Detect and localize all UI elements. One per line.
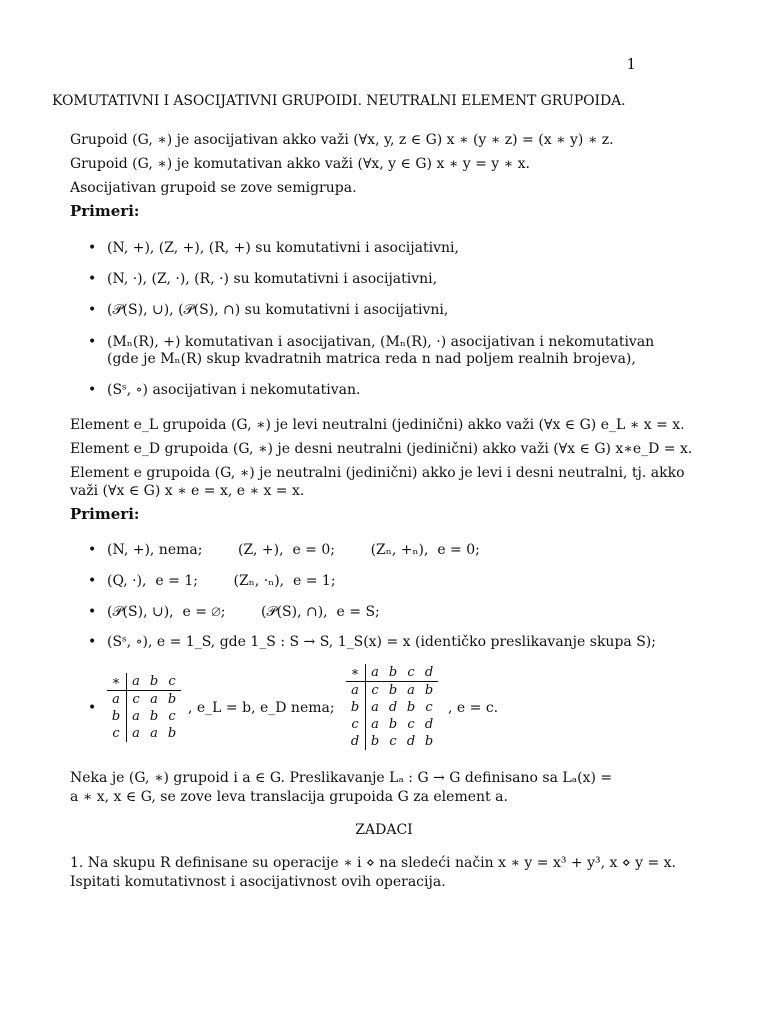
translation-definition-cont: a ∗ x, x ∈ G, se zove leva translacija grupoida G za element a.	[70, 789, 508, 805]
page-number: 1	[626, 55, 636, 73]
definition-neutral-cont: važi (∀x ∈ G) x ∗ e = x, e ∗ x = x.	[70, 483, 305, 499]
task-1-cont: Ispitati komutativnost i asocijativnost ovih operacija.	[70, 874, 446, 890]
cayley-table-2: ∗ a b c d a c b a b b a d b c c a b c d d b c d b	[346, 664, 438, 750]
bullet-icon: •	[88, 542, 97, 558]
bullet-icon: •	[88, 302, 97, 318]
table-2-caption: , e = c.	[448, 700, 499, 716]
translation-definition: Neka je (G, ∗) grupoid i a ∈ G. Preslikavanje Lₐ : G → G definisano sa Lₐ(x) =	[70, 770, 613, 786]
bullet-icon: •	[88, 334, 97, 350]
table-1-caption: , e_L = b, e_D nema;	[188, 700, 335, 716]
examples-heading-2: Primeri:	[70, 505, 140, 523]
definition-associative: Grupoid (G, ∗) je asocijativan akko važi (∀x, y, z ∈ G) x ∗ (y ∗ z) = (x ∗ y) ∗ z.	[70, 132, 614, 148]
document-page: 1 KOMUTATIVNI I ASOCIJATIVNI GRUPOIDI. NEUTRALNI ELEMENT GRUPOIDA. Grupoid (G, ∗) je asocijativan akko važi (∀x, y, z ∈ G) x ∗ (y ∗ z) = (x ∗ y) ∗ z. Grupoid (G, ∗) je komutativan akko važi (∀x, y ∈ G) x ∗ y = y ∗ x. Asocijativan grupoid se zove semigrupa. Primeri: • (N, +), (Z, +), (R, +) su komutativni i asocijativni, • (N, ·), (Z, ·), (R, ·) su komutativni i asocijativni, • (𝒫(S), ∪), (𝒫(S), ∩) su komutativni i asocijativni, • (Mₙ(R), +) komutativan i asocijativan, (Mₙ(R), ·) asocijativan i nekomutativan (gde je Mₙ(R) skup kvadratnih matrica reda n nad poljem realnih brojeva), • (Sˢ, ∘) asocijativan i nekomutativan. Element e_L grupoida (G, ∗) je levi neutralni (jedinični) akko važi (∀x ∈ G) e_L ∗ x = x. Element e_D grupoida (G, ∗) je desni neutralni (jedinični) akko važi (∀x ∈ G) x∗e_D = x. Element e grupoida (G, ∗) je neutralni (jedinični) akko je levi i desni neutralni, tj. akko važi (∀x ∈ G) x ∗ e = x, e ∗ x = x. Primeri: • (N, +), nema; (Z, +), e = 0; (Zₙ, +ₙ), e = 0; • (Q, ·), e = 1; (Zₙ, ·ₙ), e = 1; • (𝒫(S), ∪), e = ∅; (𝒫(S), ∩), e = S; • (Sˢ, ∘), e = 1_S, gde 1_S : S → S, 1_S(x) = x (identičko preslikavanje skupa S); • ∗ a b c a c a b b a b c c a a b , e_L = b, e_D nema; ∗ a b c d a c b a b b a d b c c a b c d d b c d b , e = c. Neka je (G, ∗) grupoid i a ∈ G. Preslikavanje Lₐ : G → G definisano sa Lₐ(x) = a ∗ x, x ∈ G, se zove leva translacija grupoida G za element a. ZADACI 1. Na skupu R definisane su operacije ∗ i ⋄ na sledeći način x ∗ y = x³ + y³, x ⋄ y = x. Ispitati komutativnost i asocijativnost ovih operacija.	[0, 0, 768, 1024]
cayley-table-1: ∗ a b c a c a b b a b c c a a b	[107, 673, 181, 742]
bullet-icon: •	[88, 700, 97, 716]
bullet-icon: •	[88, 382, 97, 398]
tasks-heading: ZADACI	[355, 822, 413, 838]
definition-right-neutral: Element e_D grupoida (G, ∗) je desni neutralni (jedinični) akko važi (∀x ∈ G) x∗e_D = x.	[70, 441, 693, 457]
bullet-icon: •	[88, 573, 97, 589]
definition-semigroup: Asocijativan grupoid se zove semigrupa.	[70, 180, 357, 196]
task-1: 1. Na skupu R definisane su operacije ∗ i ⋄ na sledeći način x ∗ y = x³ + y³, x ⋄ y = x.	[70, 855, 676, 871]
definition-commutative: Grupoid (G, ∗) je komutativan akko važi (∀x, y ∈ G) x ∗ y = y ∗ x.	[70, 156, 530, 172]
bullet-icon: •	[88, 604, 97, 620]
definition-left-neutral: Element e_L grupoida (G, ∗) je levi neutralni (jedinični) akko važi (∀x ∈ G) e_L ∗ x = x.	[70, 417, 685, 433]
bullet-icon: •	[88, 240, 97, 256]
bullet-icon: •	[88, 271, 97, 287]
section-title: KOMUTATIVNI I ASOCIJATIVNI GRUPOIDI. NEUTRALNI ELEMENT GRUPOIDA.	[52, 93, 626, 109]
definition-neutral: Element e grupoida (G, ∗) je neutralni (jedinični) akko je levi i desni neutralni, tj. akko	[70, 465, 685, 481]
bullet-icon: •	[88, 634, 97, 650]
examples-heading-1: Primeri:	[70, 202, 140, 220]
